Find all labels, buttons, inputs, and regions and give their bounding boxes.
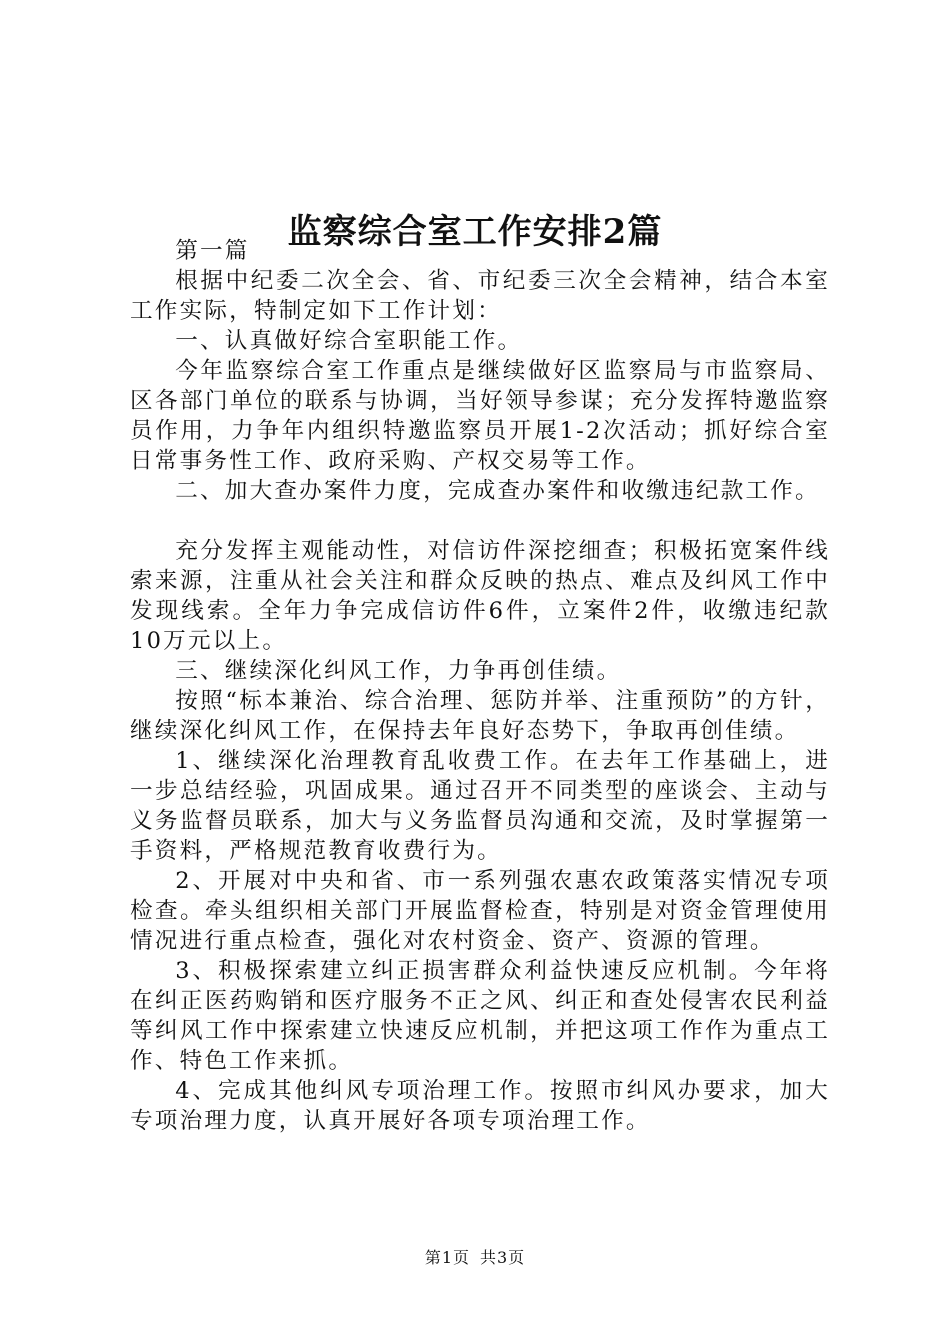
paragraph-section-heading: 第一篇 <box>175 238 250 264</box>
page-footer <box>0 1245 950 1268</box>
paragraph-heading-3: 三、继续深化纠风工作，力争再创佳绩。 <box>175 658 622 684</box>
paragraph-intro: 根据中纪委二次全会、省、市纪委三次全会精神，结合本室工作实际，特制定如下工作计划： <box>130 268 830 324</box>
paragraph-item-4: 4、完成其他纠风专项治理工作。按照市纠风办要求，加大专项治理力度，认真开展好各项专项治理工作。 <box>130 1078 830 1134</box>
page-number: 第1页 <box>424 1248 470 1267</box>
paragraph-body-1: 今年监察综合室工作重点是继续做好区监察局与市监察局、区各部门单位的联系与协调，当好领导参谋；充分发挥特邀监察员作用，力争年内组织特邀监察员开展1-2次活动；抓好综合室日常事务性工作、政府采购、产权交易等工作。 <box>130 358 830 474</box>
paragraph-item-2: 2、开展对中央和省、市一系列强农惠农政策落实情况专项检查。牵头组织相关部门开展监督检查，特别是对资金管理使用情况进行重点检查，强化对农村资金、资产、资源的管理。 <box>130 868 830 954</box>
paragraph-body-3: 按照“标本兼治、综合治理、惩防并举、注重预防”的方针，继续深化纠风工作，在保持去年良好态势下，争取再创佳绩。 <box>130 688 830 744</box>
paragraph-item-1: 1、继续深化治理教育乱收费工作。在去年工作基础上，进一步总结经验，巩固成果。通过召开不同类型的座谈会、主动与义务监督员联系，加大与义务监督员沟通和交流，及时掌握第一手资料，严格规范教育收费行为。 <box>130 748 830 864</box>
page-total: 共3页 <box>480 1248 526 1267</box>
paragraph-heading-2: 二、加大查办案件力度，完成查办案件和收缴违纪款工作。 <box>175 478 820 504</box>
document-body <box>130 236 830 1136</box>
paragraph-body-2: 充分发挥主观能动性，对信访件深挖细查；积极拓宽案件线索来源，注重从社会关注和群众反映的热点、难点及纠风工作中发现线索。全年力争完成信访件6件，立案件2件，收缴违纪款10万元以上。 <box>130 538 830 654</box>
paragraph-heading-1: 一、认真做好综合室职能工作。 <box>175 328 523 354</box>
paragraph-item-3: 3、积极探索建立纠正损害群众利益快速反应机制。今年将在纠正医药购销和医疗服务不正之风、纠正和查处侵害农民利益等纠风工作中探索建立快速反应机制，并把这项工作作为重点工作、特色工作来抓。 <box>130 958 830 1074</box>
document-title: 监察综合室工作安排2篇 <box>287 211 663 252</box>
